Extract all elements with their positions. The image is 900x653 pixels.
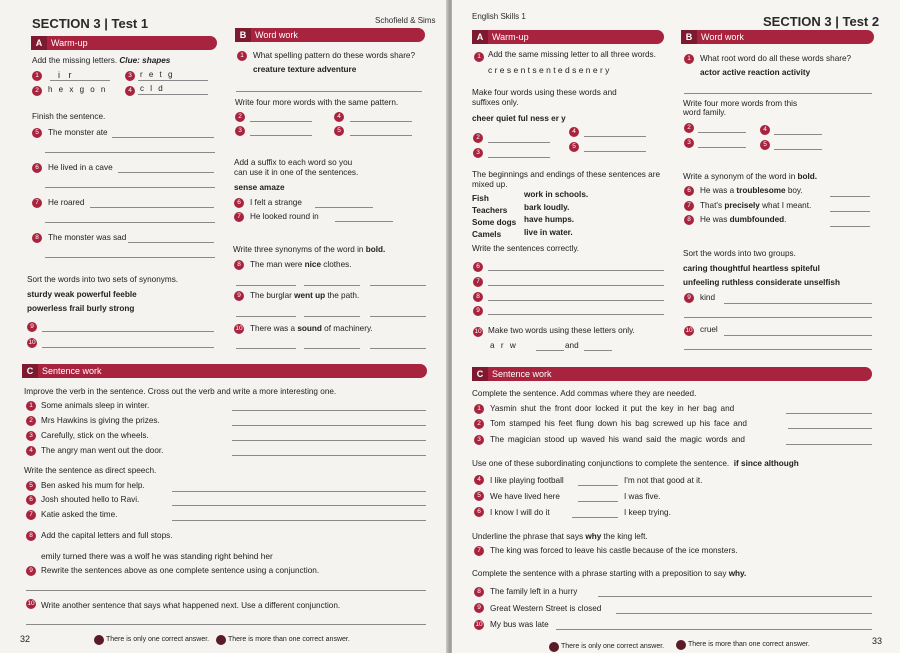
answer-line[interactable] (50, 80, 110, 81)
word-bank: unfeeling ruthless considerate unselfish (683, 278, 840, 287)
q-number: 6 (684, 186, 694, 196)
question: What root word do all these words share? (700, 54, 852, 63)
q-number: 1 (237, 51, 247, 61)
answer-line[interactable] (42, 347, 214, 348)
answer-line[interactable] (45, 222, 215, 223)
q-number: 7 (26, 510, 36, 520)
instruction: word family. (683, 108, 727, 117)
footer-note: There is more than one correct answer. (228, 636, 350, 643)
answer-line[interactable] (684, 93, 872, 94)
section-title: SECTION 3 | Test 2 (763, 14, 880, 29)
answer-line[interactable] (350, 135, 412, 136)
q-number: 8 (684, 215, 694, 225)
q-number: 7 (234, 212, 244, 222)
q-number: 7 (684, 201, 694, 211)
instruction: Improve the verb in the sentence. Cross out the verb and write a more interesting one. (24, 387, 337, 396)
answer-line[interactable] (556, 629, 872, 630)
instruction: can use it in one of the sentences. (234, 168, 359, 177)
word-bank: powerless frail burly strong (27, 304, 135, 313)
sentence: I keep trying. (624, 508, 671, 517)
page-number: 33 (872, 636, 883, 646)
sentence: The king was forced to leave his castle because of the ice monsters. (490, 546, 738, 555)
answer-line[interactable] (172, 520, 426, 521)
sentence: There was a sound of machinery. (250, 324, 373, 333)
q-number: 2 (235, 112, 245, 122)
answer-line[interactable] (236, 285, 296, 286)
page-number: 32 (20, 634, 31, 644)
answer-line[interactable] (724, 335, 872, 336)
answer-line[interactable] (90, 207, 214, 208)
q-number: 9 (27, 322, 37, 332)
sentence: Great Western Street is closed (490, 604, 602, 613)
sentence: That's precisely what I meant. (700, 201, 812, 210)
sentence: Katie asked the time. (41, 510, 118, 519)
left-page (0, 0, 448, 653)
answer-line[interactable] (370, 316, 426, 317)
answer-line[interactable] (684, 317, 872, 318)
answer-line[interactable] (42, 331, 214, 332)
q-number: 7 (474, 546, 484, 556)
sentence-start: I felt a strange (250, 198, 302, 207)
sentence: I was five. (624, 492, 661, 501)
answer-line[interactable] (698, 147, 746, 148)
instruction: Underline the phrase that says why the king left. (472, 532, 648, 541)
sentence: The magician stood up waved his wand said the magic words and (490, 435, 745, 444)
answer-line[interactable] (236, 348, 296, 349)
instruction: Write four more words from this (683, 99, 798, 108)
footer-note: There is only one correct answer. (561, 643, 665, 650)
and-label: and (565, 341, 579, 350)
q-number: 1 (26, 401, 36, 411)
sentence-end: work in schools. (524, 190, 589, 199)
q-number: 8 (32, 233, 42, 243)
answer-line[interactable] (724, 303, 872, 304)
answer-line[interactable] (584, 136, 646, 137)
sentence: emily turned there was a wolf he was standing right behind her (41, 551, 273, 561)
answer-line[interactable] (774, 134, 822, 135)
answer-line[interactable] (488, 157, 550, 158)
answer-line[interactable] (488, 270, 664, 271)
answer-line[interactable] (304, 316, 360, 317)
instruction: Make four words using these words and (472, 88, 617, 97)
sentence: Mrs Hawkins is giving the prizes. (41, 416, 160, 425)
sentence-start: He looked round in (250, 212, 319, 221)
book-title: English Skills 1 (472, 12, 526, 21)
answer-line[interactable] (232, 455, 426, 456)
q-number: 10 (474, 328, 482, 335)
instruction: Add the same missing letter to all three words. (488, 50, 656, 59)
q-number: 8 (234, 260, 244, 270)
footer-note: There is only one correct answer. (106, 636, 210, 643)
q-number: 4 (334, 112, 344, 122)
sentence: Ben asked his mum for help. (41, 481, 145, 490)
q-number: 2 (474, 419, 484, 429)
answer-line[interactable] (250, 121, 312, 122)
q-number: 9 (473, 306, 483, 316)
instruction: Add a suffix to each word so you (234, 158, 353, 167)
answer-line[interactable] (350, 121, 412, 122)
one-answer-icon (94, 635, 104, 645)
sentence: We have lived here (490, 492, 560, 501)
sentence: The burglar went up the path. (250, 291, 360, 300)
sentence: The family left in a hurry (490, 587, 578, 596)
footer-note: There is more than one correct answer. (688, 641, 810, 648)
answer-line[interactable] (236, 91, 422, 92)
section-b-banner: B Word work (235, 28, 425, 42)
sentence-start: The monster was sad (48, 233, 127, 242)
question: What spelling pattern do these words share? (253, 51, 416, 60)
sentence: I like playing football (490, 476, 564, 485)
answer-line[interactable] (26, 624, 426, 625)
answer-line[interactable] (232, 410, 426, 411)
instruction: Complete the sentence. Add commas where they are needed. (472, 389, 697, 398)
answer-line[interactable] (45, 152, 215, 153)
sentence: Tom stamped his feet flung down his bag screwed up his face and (490, 419, 747, 428)
answer-line[interactable] (370, 285, 426, 286)
instruction: Complete the sentence with a phrase starting with a preposition to say why. (472, 569, 747, 578)
section-b-banner: B Word work (681, 30, 874, 44)
synonyms-instruction: Sort the words into two sets of synonyms. (27, 275, 179, 284)
q-number: 3 (125, 71, 135, 81)
instruction: suffixes only. (472, 98, 519, 107)
q-number: 1 (474, 52, 484, 62)
answer-line[interactable] (250, 135, 312, 136)
q-number: 5 (32, 128, 42, 138)
answer-line[interactable] (698, 132, 746, 133)
q-number: 9 (684, 293, 694, 303)
answer-line[interactable] (45, 257, 215, 258)
publisher-label: Schofield & Sims (375, 16, 436, 25)
sentence: The man were nice clothes. (250, 260, 352, 269)
answer-line[interactable] (488, 285, 664, 286)
answer-line[interactable] (304, 285, 360, 286)
q-number: 10 (685, 327, 693, 334)
q-number: 9 (234, 291, 244, 301)
word-bank: sense amaze (234, 183, 285, 192)
q-number: 8 (474, 587, 484, 597)
answer-line[interactable] (598, 596, 872, 597)
answer-line[interactable] (304, 348, 360, 349)
sentence-start: Fish (472, 194, 489, 203)
answer-line[interactable] (774, 149, 822, 150)
instruction: Write three synonyms of the word in bold. (233, 245, 386, 254)
answer-line[interactable] (786, 444, 872, 445)
answer-line[interactable] (315, 207, 373, 208)
instruction: Write the sentence as direct speech. (24, 466, 157, 475)
sentence: Josh shouted hello to Ravi. (41, 495, 140, 504)
answer-line[interactable] (232, 425, 426, 426)
q-number: 4 (474, 475, 484, 485)
section-a-banner: A Warm-up (472, 30, 664, 44)
answer-line[interactable] (236, 316, 296, 317)
answer-line[interactable] (370, 348, 426, 349)
q-number: 1 (684, 54, 694, 64)
word-bank: sturdy weak powerful feeble (27, 290, 137, 299)
sentence-end: bark loudly. (524, 203, 570, 212)
missing-letters-instruction: Add the missing letters. Clue: shapes (32, 56, 171, 65)
one-answer-icon (549, 642, 559, 652)
letter-set: a r w (490, 341, 518, 350)
q-number: 5 (760, 140, 770, 150)
multiple-answer-icon (676, 640, 686, 650)
q-number: 5 (569, 142, 579, 152)
word-puzzle: r e t g (140, 70, 175, 79)
q-number: 6 (26, 495, 36, 505)
q-number: 7 (32, 198, 42, 208)
answer-line[interactable] (830, 211, 870, 212)
q-number: 1 (32, 71, 42, 81)
answer-line[interactable] (578, 501, 618, 502)
section-c-banner: C Sentence work (22, 364, 427, 378)
sentence: Yasmin shut the front door locked it put the key in her bag and (490, 404, 735, 413)
word-puzzle: i r (58, 70, 75, 80)
instruction: Make two words using these letters only. (488, 326, 635, 335)
q-number: 1 (474, 404, 484, 414)
answer-line[interactable] (232, 440, 426, 441)
word-bank: creature texture adventure (253, 65, 357, 74)
answer-line[interactable] (830, 196, 870, 197)
right-page (452, 0, 900, 653)
q-number: 3 (235, 126, 245, 136)
q-number: 8 (473, 292, 483, 302)
word-puzzle: c r e s e n t s e n t e d s e n e r y (488, 65, 610, 75)
section-c-banner: C Sentence work (472, 367, 872, 381)
section-title: SECTION 3 | Test 1 (32, 16, 149, 31)
q-number: 4 (569, 127, 579, 137)
q-number: 9 (26, 566, 36, 576)
section-a-banner: A Warm-up (31, 36, 217, 50)
instruction: Write another sentence that says what happened next. Use a different conjunction. (41, 601, 341, 610)
q-number: 4 (760, 125, 770, 135)
answer-line[interactable] (616, 613, 872, 614)
word-bank: cheer quiet ful ness er y (472, 114, 566, 123)
answer-line[interactable] (335, 221, 393, 222)
sentence: The angry man went out the door. (41, 446, 164, 455)
instruction: Write the sentences correctly. (472, 244, 580, 253)
answer-line[interactable] (172, 505, 426, 506)
sentence: He was dumbfounded. (700, 215, 787, 224)
instruction: mixed up. (472, 180, 508, 189)
sentence: He was a troublesome boy. (700, 186, 803, 195)
answer-line[interactable] (578, 485, 618, 486)
q-number: 6 (473, 262, 483, 272)
q-number: 3 (684, 138, 694, 148)
q-number: 5 (474, 491, 484, 501)
q-number: 6 (474, 507, 484, 517)
answer-line[interactable] (684, 349, 872, 350)
q-number: 5 (334, 126, 344, 136)
answer-line[interactable] (128, 242, 214, 243)
q-number: 2 (473, 133, 483, 143)
q-number: 4 (26, 446, 36, 456)
sentence: My bus was late (490, 620, 549, 629)
answer-line[interactable] (138, 94, 208, 95)
answer-line[interactable] (572, 517, 618, 518)
answer-line[interactable] (118, 172, 214, 173)
q-number: 10 (235, 325, 243, 332)
answer-line[interactable] (26, 590, 426, 591)
sentence: I know I will do it (490, 508, 550, 517)
instruction: Add the capital letters and full stops. (41, 531, 173, 540)
group-label: cruel (700, 325, 718, 334)
q-number: 10 (475, 621, 483, 628)
q-number: 8 (26, 531, 36, 541)
sentence-start: Some dogs (472, 218, 517, 227)
word-bank: caring thoughtful heartless spiteful (683, 264, 820, 273)
q-number: 10 (27, 600, 35, 607)
q-number: 10 (28, 339, 36, 346)
answer-line[interactable] (488, 314, 664, 315)
answer-line[interactable] (788, 428, 872, 429)
sentence-end: live in water. (524, 228, 573, 237)
answer-line[interactable] (488, 142, 550, 143)
sentence-start: Teachers (472, 206, 508, 215)
answer-line[interactable] (112, 137, 214, 138)
q-number: 3 (473, 148, 483, 158)
instruction: Sort the words into two groups. (683, 249, 796, 258)
answer-line[interactable] (45, 187, 215, 188)
q-number: 2 (26, 416, 36, 426)
q-number: 6 (234, 198, 244, 208)
instruction: The beginnings and endings of these sentences are (472, 170, 660, 179)
sentence-end: have humps. (524, 215, 575, 224)
sentence: Some animals sleep in winter. (41, 401, 150, 410)
q-number: 6 (32, 163, 42, 173)
answer-line[interactable] (172, 491, 426, 492)
answer-line[interactable] (536, 350, 564, 351)
q-number: 3 (474, 435, 484, 445)
word-bank: actor active reaction activity (700, 68, 811, 77)
instruction: Write four more words with the same pattern. (235, 98, 399, 107)
sentence-start: He roared (48, 198, 85, 207)
answer-line[interactable] (488, 300, 664, 301)
answer-line[interactable] (584, 151, 646, 152)
answer-line[interactable] (786, 413, 872, 414)
q-number: 9 (474, 603, 484, 613)
group-label: kind (700, 293, 716, 302)
sentence-start: He lived in a cave (48, 163, 113, 172)
multiple-answer-icon (216, 635, 226, 645)
sentence-start: Camels (472, 230, 502, 239)
word-puzzle: c l d (140, 84, 165, 93)
q-number: 2 (684, 123, 694, 133)
q-number: 3 (26, 431, 36, 441)
instruction: Use one of these subordinating conjunctions to complete the sentence. if since although (472, 459, 799, 468)
q-number: 4 (125, 86, 135, 96)
q-number: 5 (26, 481, 36, 491)
answer-line[interactable] (584, 350, 612, 351)
instruction: Write a synonym of the word in bold. (683, 172, 818, 181)
instruction: Rewrite the sentences above as one complete sentence using a conjunction. (41, 566, 320, 575)
q-number: 2 (32, 86, 42, 96)
word-puzzle: h e x g o n (48, 85, 108, 94)
q-number: 7 (473, 277, 483, 287)
sentence: Carefully, stick on the wheels. (41, 431, 149, 440)
sentence: I'm not that good at it. (624, 476, 703, 485)
finish-instruction: Finish the sentence. (32, 112, 106, 121)
answer-line[interactable] (138, 80, 208, 81)
sentence-start: The monster ate (48, 128, 108, 137)
answer-line[interactable] (830, 226, 870, 227)
